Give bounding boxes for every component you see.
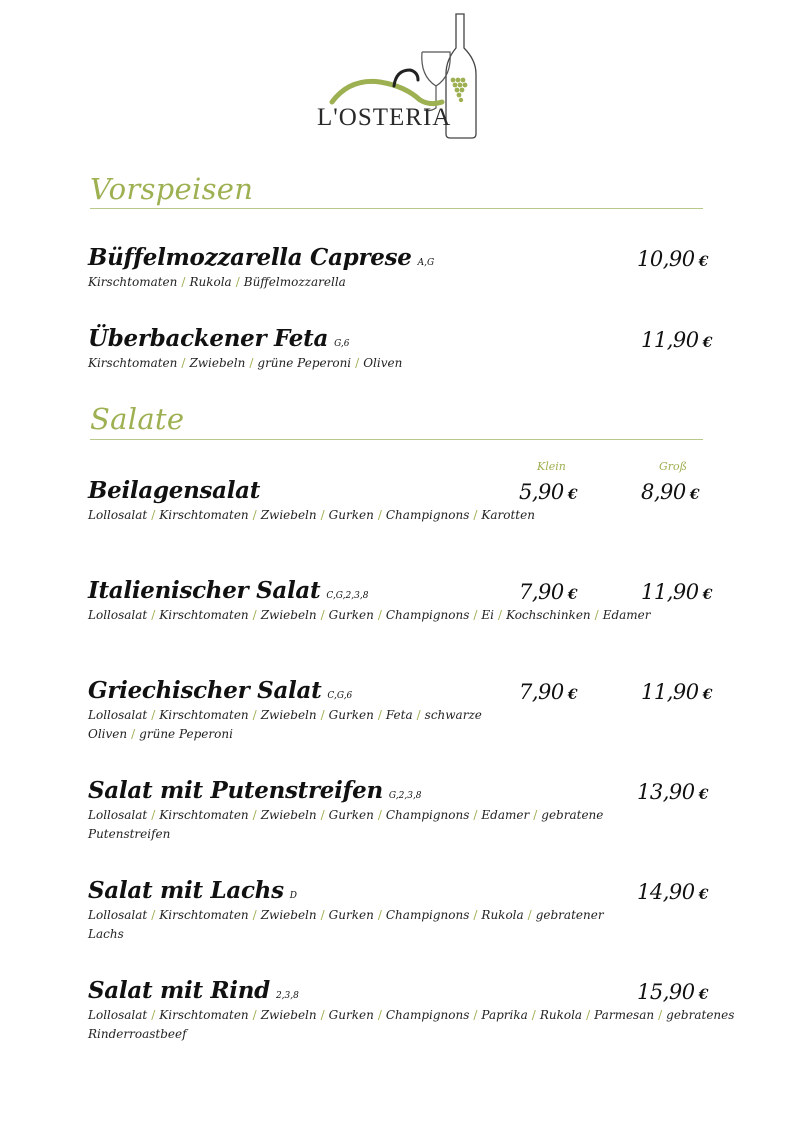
menu-item — [88, 777, 708, 844]
item-price-large: 11,90 € — [641, 580, 712, 604]
menu-item — [88, 325, 708, 373]
item-name: Salat mit Rind 2,3,8 — [88, 977, 299, 1004]
allergen-codes: C,G,6 — [327, 691, 353, 701]
allergen-codes: D — [289, 891, 297, 901]
allergen-codes: A,G — [417, 258, 435, 268]
item-price: 10,90 € — [637, 247, 708, 271]
item-name: Griechischer Salat C,G,6 — [88, 677, 353, 704]
menu-item — [88, 977, 735, 1044]
item-description: Lollosalat / Kirschtomaten / Zwiebeln / Gurken / Champignons / Paprika / Rukola / Parmesan / gebratenes Rinderroastbeef — [88, 1008, 735, 1041]
item-price-small: 7,90 € — [519, 580, 578, 604]
item-name: Überbackener Feta G,6 — [88, 325, 350, 352]
section-divider — [90, 208, 703, 209]
item-description: Lollosalat / Kirschtomaten / Zwiebeln / Gurken / Feta / schwarze Oliven / grüne Peperoni — [88, 708, 482, 741]
menu-item — [88, 244, 708, 292]
column-header-gross: Groß — [659, 460, 688, 473]
item-description: Lollosalat / Kirschtomaten / Zwiebeln / Gurken / Champignons / Edamer / gebratene Putenstreifen — [88, 808, 604, 841]
item-name: Italienischer Salat C,G,2,3,8 — [88, 577, 369, 604]
item-name: Salat mit Putenstreifen G,2,3,8 — [88, 777, 422, 804]
allergen-codes: C,G,2,3,8 — [326, 591, 369, 601]
menu-item — [88, 577, 708, 625]
column-header-klein: Klein — [537, 460, 566, 473]
item-price: 13,90 € — [637, 780, 708, 804]
section-divider — [90, 439, 703, 440]
section-title-salate: Salate — [90, 402, 185, 436]
item-price: 14,90 € — [637, 880, 708, 904]
menu-item — [88, 677, 708, 744]
section-title-vorspeisen: Vorspeisen — [90, 172, 254, 206]
item-description: Kirschtomaten / Rukola / Büffelmozzarella — [88, 275, 346, 289]
item-name: Büffelmozzarella Caprese A,G — [88, 244, 435, 271]
item-name: Beilagensalat — [88, 477, 261, 504]
menu-item — [88, 477, 708, 525]
item-price-small: 7,90 € — [519, 680, 578, 704]
item-price: 15,90 € — [637, 980, 708, 1004]
item-price-large: 8,90 € — [641, 480, 700, 504]
menu-item — [88, 877, 708, 944]
item-description: Kirschtomaten / Zwiebeln / grüne Peperoni / Oliven — [88, 356, 403, 370]
item-description: Lollosalat / Kirschtomaten / Zwiebeln / Gurken / Champignons / Ei / Kochschinken / Edamer — [88, 608, 651, 622]
item-price-large: 11,90 € — [641, 680, 712, 704]
allergen-codes: G,2,3,8 — [388, 791, 422, 801]
allergen-codes: 2,3,8 — [275, 991, 299, 1001]
item-description: Lollosalat / Kirschtomaten / Zwiebeln / Gurken / Champignons / Rukola / gebratener Lachs — [88, 908, 604, 941]
allergen-codes: G,6 — [334, 339, 350, 349]
item-name: Salat mit Lachs D — [88, 877, 297, 904]
item-price-small: 5,90 € — [519, 480, 578, 504]
brand-name: L'OSTERIA — [317, 104, 452, 131]
item-description: Lollosalat / Kirschtomaten / Zwiebeln / Gurken / Champignons / Karotten — [88, 508, 535, 522]
item-price: 11,90 € — [641, 328, 712, 352]
